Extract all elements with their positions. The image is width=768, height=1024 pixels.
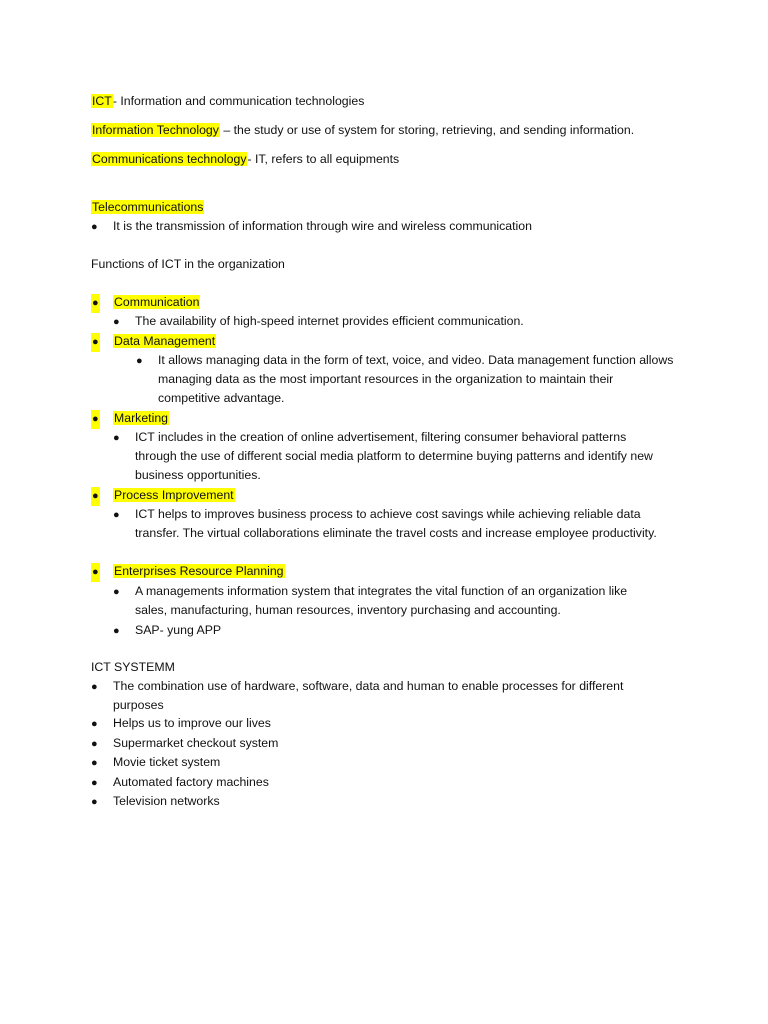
function-sub: It allows managing data in the form of text, voice, and video. Data management function allows managing data as the most important resources in the organization to maintain their competitive advantage. (158, 353, 674, 405)
ict-system-item: Helps us to improve our lives (113, 716, 271, 730)
ict-system-item: Movie ticket system (113, 755, 221, 769)
bullet-icon: ● (91, 221, 98, 233)
function-title: Data Management (114, 334, 216, 348)
bullet-icon: ● (113, 316, 120, 328)
bullet-icon: ● (91, 410, 100, 429)
bullet-icon: ● (91, 796, 98, 808)
bullet-icon: ● (91, 718, 98, 730)
ict-system-item: Supermarket checkout system (113, 736, 279, 750)
function-sub: ICT includes in the creation of online advertisement, filtering consumer behavioral patterns through the use of different social media platform to determine buying patterns and identify new business opportunities. (135, 430, 653, 482)
function-item-marketing (113, 409, 169, 428)
bullet-icon: ● (91, 563, 100, 582)
telecom-heading (91, 198, 204, 217)
function-item-communication (113, 293, 200, 312)
bullet-icon: ● (91, 757, 98, 769)
function-item-data-management (113, 332, 216, 351)
bullet-icon: ● (113, 432, 120, 444)
bullet-icon: ● (91, 294, 100, 313)
definition-term: ICT (92, 94, 112, 108)
definition-information-technology (91, 121, 634, 140)
ict-system-heading: ICT SYSTEMM (91, 660, 175, 674)
bullet-icon: ● (113, 586, 120, 598)
ict-system-item: The combination use of hardware, software, data and human to enable processes for different purposes (113, 679, 624, 712)
function-sub: ICT helps to improves business process to achieve cost savings while achieving reliable data transfer. The virtual collaborations eliminate the travel costs and increase employee productivity. (135, 507, 657, 540)
function-sub: SAP- yung APP (135, 623, 222, 637)
function-sub: The availability of high-speed internet provides efficient communication. (135, 314, 524, 328)
function-title: Enterprises Resource Planning (114, 564, 284, 578)
bullet-icon: ● (91, 333, 100, 352)
bullet-icon: ● (91, 487, 100, 506)
function-title: Process Improvement (114, 488, 234, 502)
functions-heading: Functions of ICT in the organization (91, 257, 285, 271)
bullet-icon: ● (91, 681, 98, 693)
bullet-icon: ● (136, 355, 143, 367)
function-item-process-improvement (113, 486, 235, 505)
definition-ict (91, 92, 364, 111)
definition-term: Communications technology (92, 152, 247, 166)
ict-system-item: Television networks (113, 794, 220, 808)
bullet-icon: ● (113, 625, 120, 637)
bullet-icon: ● (91, 777, 98, 789)
function-title: Communication (114, 295, 200, 309)
function-sub: A managements information system that integrates the vital function of an organization like sales, manufacturing, human resources, inventory purchasing and accounting. (135, 584, 628, 617)
definition-text: – the study or use of system for storing, retrieving, and sending information. (219, 123, 635, 137)
function-title: Marketing (114, 411, 168, 425)
definition-term: Information Technology (92, 123, 219, 137)
definition-text: - Information and communication technologies (112, 94, 365, 108)
definition-communications-technology (91, 150, 399, 169)
telecom-heading-text: Telecommunications (92, 200, 204, 214)
bullet-icon: ● (113, 509, 120, 521)
telecom-bullet: It is the transmission of information through wire and wireless communication (113, 219, 532, 233)
ict-system-item: Automated factory machines (113, 775, 269, 789)
definition-text: - IT, refers to all equipments (247, 152, 400, 166)
bullet-icon: ● (91, 738, 98, 750)
function-item-erp (113, 562, 285, 581)
